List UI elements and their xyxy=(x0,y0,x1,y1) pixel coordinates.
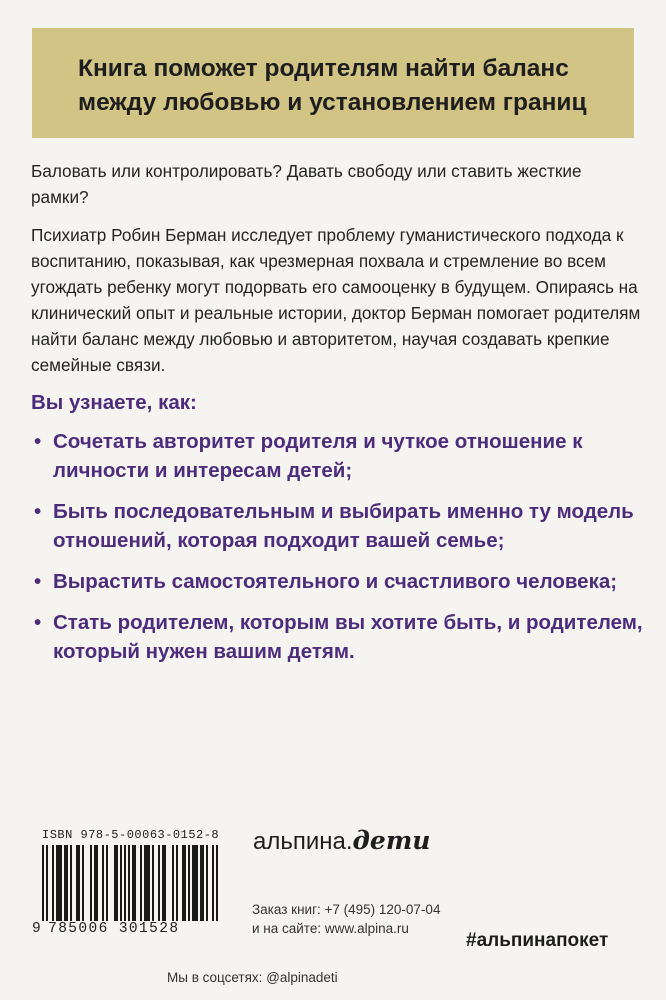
barcode-bar xyxy=(206,845,208,921)
learn-list-item xyxy=(31,608,643,666)
logo-main-text: альпина. xyxy=(253,828,353,855)
banner-title xyxy=(78,52,614,120)
ean-group-right: 301528 xyxy=(118,921,180,937)
learn-list-item xyxy=(31,497,643,555)
barcode-image xyxy=(32,845,222,921)
barcode-bar xyxy=(144,845,150,921)
barcode-bar xyxy=(152,845,154,921)
learn-heading: Вы узнаете, как: xyxy=(31,391,197,414)
barcode-bar xyxy=(52,845,54,921)
barcode-bar xyxy=(140,845,142,921)
description xyxy=(31,158,641,390)
description-body: Психиатр Робин Берман исследует проблему гуманистического подхода к воспитанию, показывая, как чрезмерная похвала и стремление во всем угождать ребенку могут подорвать его самооценку в будущем. Опираясь на клинический опыт и реальные истории, доктор Берман помогает родителям найти баланс между любовью и авторитетом, научая создавать крепкие семейные связи. xyxy=(31,225,641,375)
barcode-bar xyxy=(76,845,80,921)
barcode-bar xyxy=(216,845,218,921)
bullet-icon: • xyxy=(34,570,42,593)
barcode-bar xyxy=(46,845,48,921)
barcode-bar xyxy=(42,845,44,921)
barcode-bar xyxy=(124,845,126,921)
barcode-bar xyxy=(70,845,72,921)
isbn-label: ISBN 978-5-00063-0152-8 xyxy=(42,828,220,842)
barcode-block xyxy=(32,828,222,946)
bullet-icon: • xyxy=(34,430,42,453)
barcode-bar xyxy=(200,845,204,921)
barcode-bar xyxy=(158,845,160,921)
barcode-bar xyxy=(182,845,186,921)
barcode-bar xyxy=(102,845,104,921)
order-phone: Заказ книг: +7 (495) 120-07-04 xyxy=(252,902,441,917)
barcode-bar xyxy=(114,845,118,921)
barcode-bar xyxy=(94,845,98,921)
learn-list-item xyxy=(31,427,643,485)
barcode-bar xyxy=(172,845,174,921)
barcode-bar xyxy=(82,845,84,921)
order-website: и на сайте: www.alpina.ru xyxy=(252,921,409,936)
description-lead: Баловать или контролировать? Давать свободу или ставить жесткие рамки? xyxy=(31,161,582,207)
barcode-bar xyxy=(176,845,178,921)
hashtag: #альпинапокет xyxy=(466,930,609,951)
logo-sub-text: дети xyxy=(352,826,431,855)
learn-list xyxy=(31,427,643,666)
learn-item-text: Вырастить самостоятельного и счастливого человека; xyxy=(53,570,618,593)
barcode-bar xyxy=(212,845,214,921)
barcode-bar xyxy=(132,845,136,921)
barcode-bar xyxy=(162,845,166,921)
social-handle: Мы в соцсетях: @alpinadeti xyxy=(167,970,338,985)
ean-group-left: 785006 xyxy=(48,921,109,937)
barcode-bar xyxy=(56,845,62,921)
ean-digits xyxy=(32,921,222,937)
ean-lead-digit: 9 xyxy=(32,921,43,937)
learn-item-text: Сочетать авторитет родителя и чуткое отношение к личности и интересам детей; xyxy=(53,430,583,482)
barcode-bar xyxy=(106,845,108,921)
order-info xyxy=(252,900,440,938)
barcode-bar xyxy=(188,845,190,921)
learn-item-text: Стать родителем, которым вы хотите быть, и родителем, который нужен вашим детям. xyxy=(53,611,643,663)
barcode-bar xyxy=(192,845,198,921)
barcode-bar xyxy=(64,845,68,921)
bullet-icon: • xyxy=(34,611,42,634)
banner-title-line-1: Книга поможет родителям найти баланс xyxy=(78,55,569,82)
barcode-bar xyxy=(120,845,122,921)
publisher-logo xyxy=(253,826,430,856)
learn-section xyxy=(31,388,643,678)
barcode-bar xyxy=(90,845,92,921)
learn-item-text: Быть последовательным и выбирать именно ту модель отношений, которая подходит вашей семье; xyxy=(53,500,634,552)
bullet-icon: • xyxy=(34,500,42,523)
header-banner xyxy=(32,28,634,138)
banner-title-line-2: между любовью и установлением границ xyxy=(78,89,587,116)
learn-list-item xyxy=(31,567,643,596)
barcode-bar xyxy=(128,845,130,921)
